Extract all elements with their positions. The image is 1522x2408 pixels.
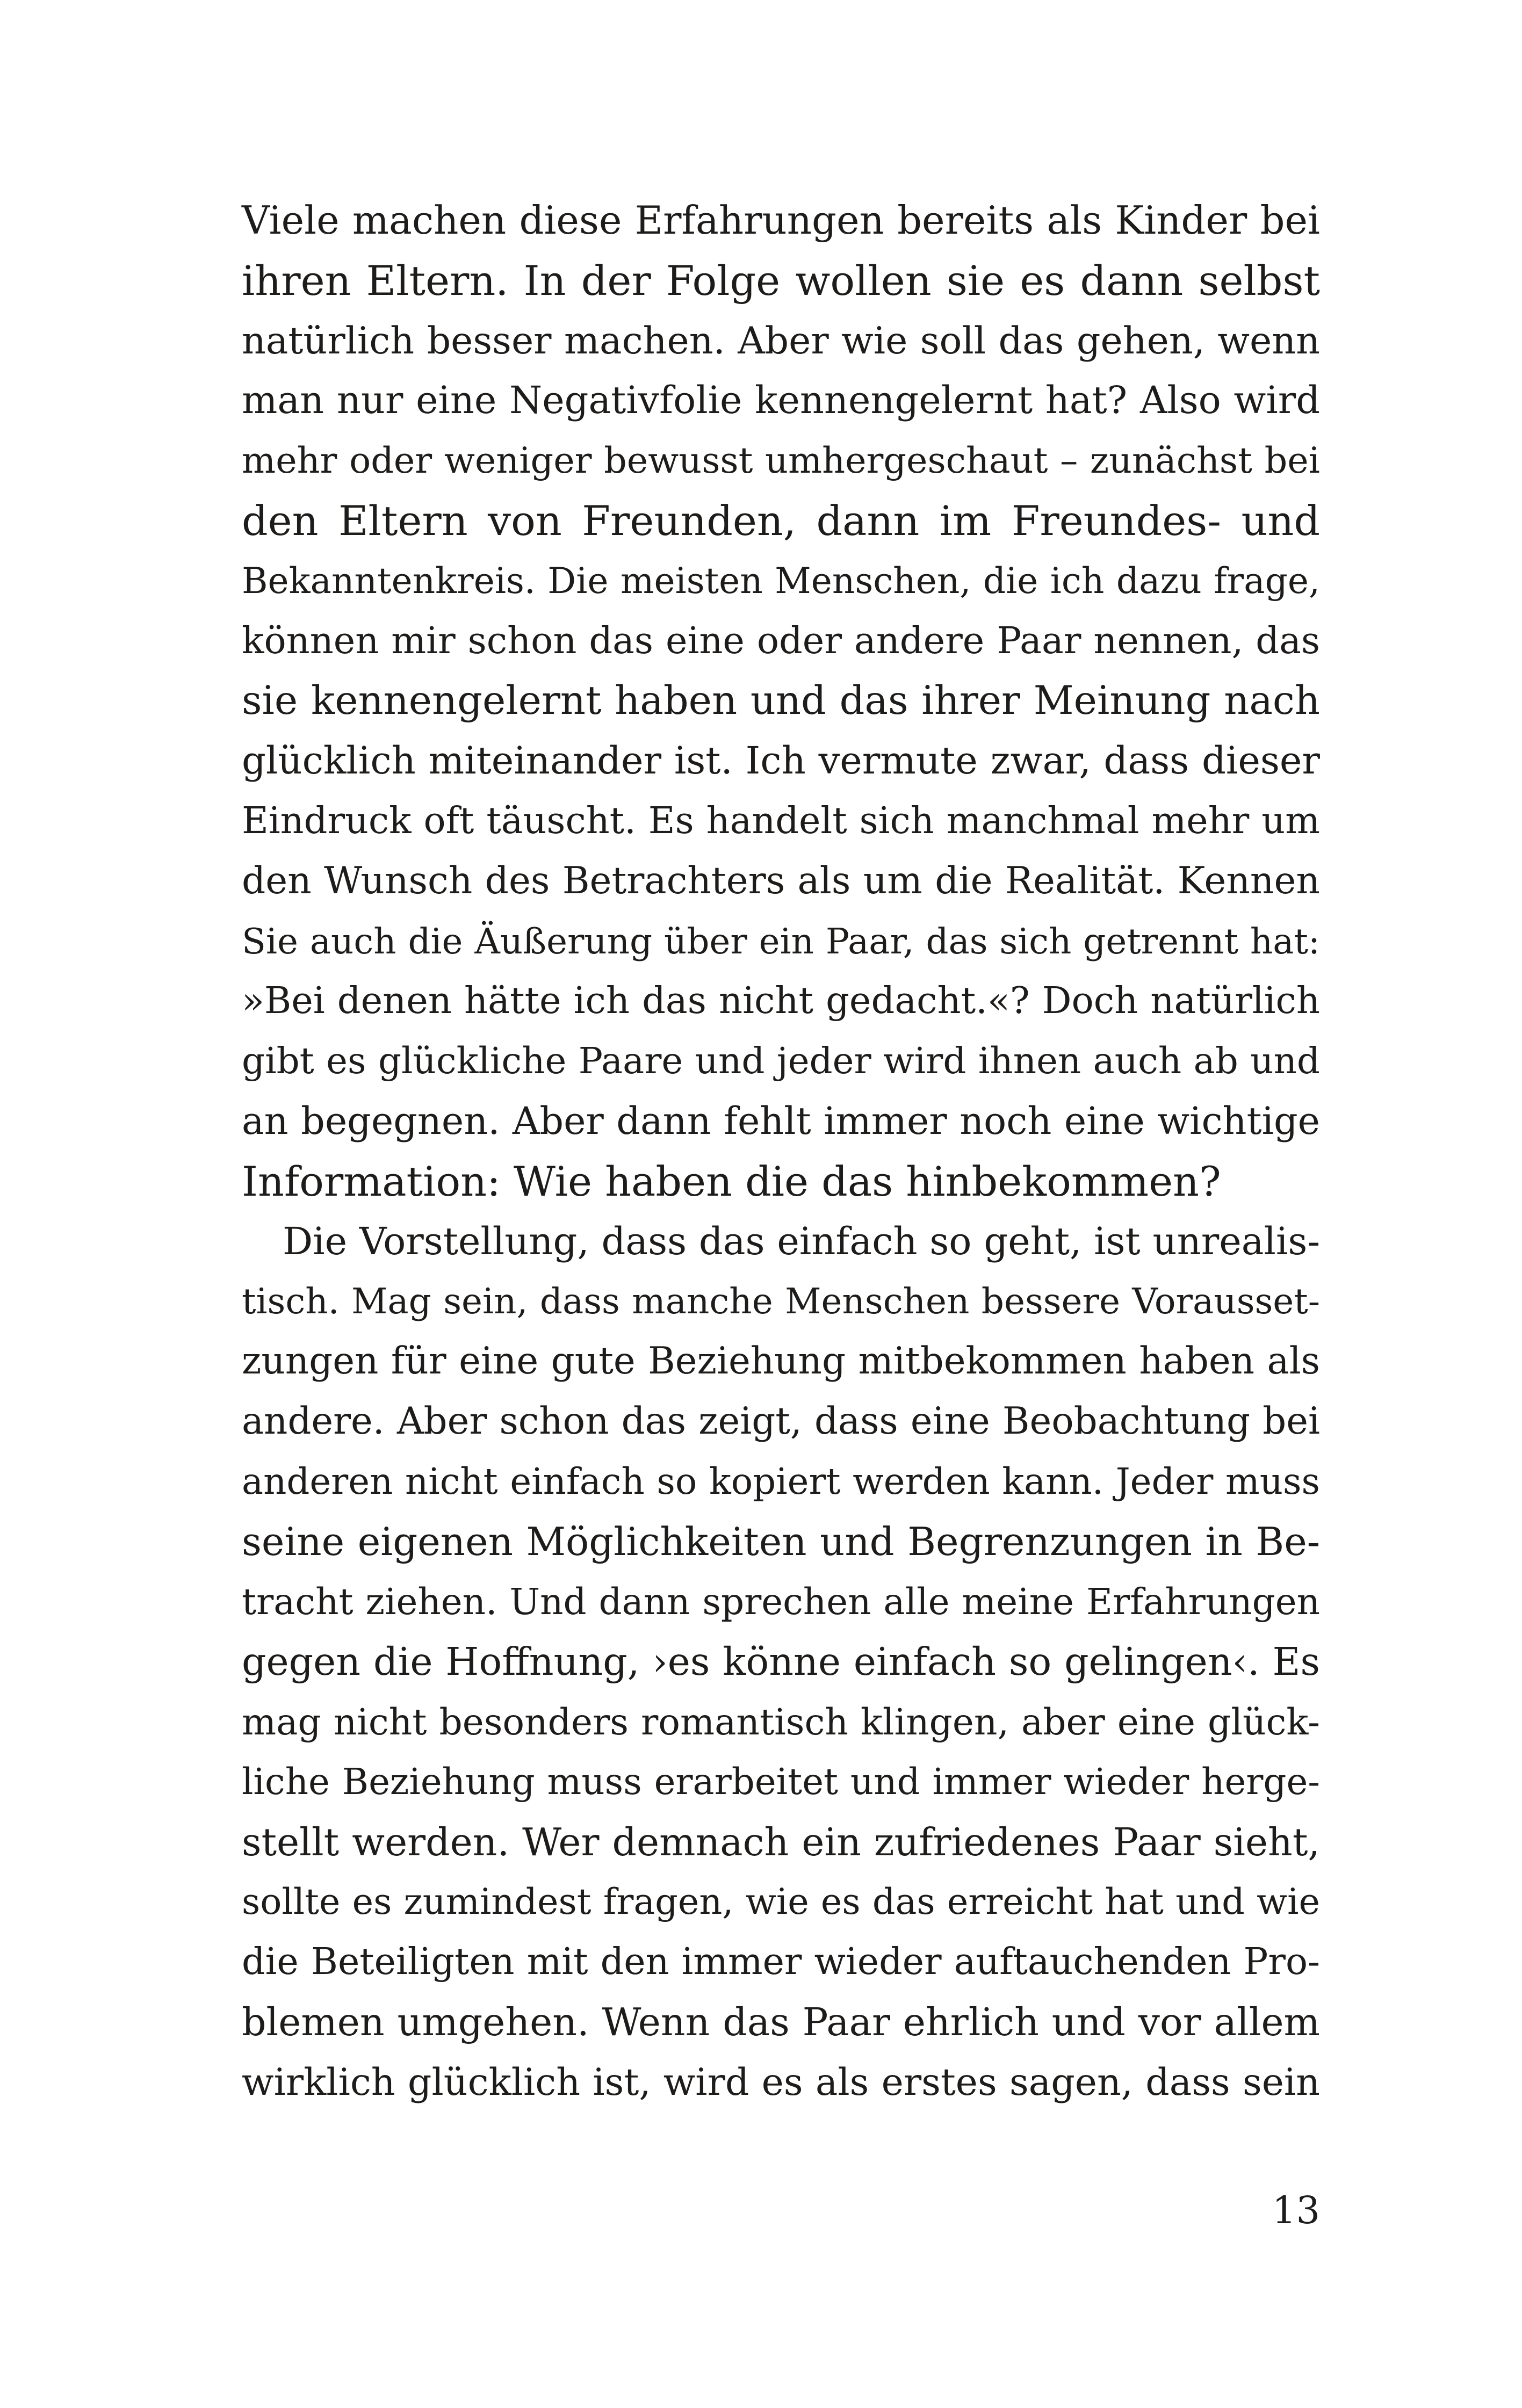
text-line: den Eltern von Freunden, dann im Freundes- und <box>242 496 1320 545</box>
text-line: »Bei denen hätte ich das nicht gedacht.«? Doch natürlich <box>242 979 1320 1023</box>
text-line: Die Vorstellung, dass das einfach so geht, ist unrealis- <box>283 1219 1320 1263</box>
text-line: glücklich miteinander ist. Ich vermute zwar, dass dieser <box>242 739 1320 783</box>
text-line: zungen für eine gute Beziehung mitbekommen haben als <box>242 1340 1320 1383</box>
text-line: tracht ziehen. Und dann sprechen alle meine Erfahrungen <box>242 1580 1320 1623</box>
text-line: an begegnen. Aber dann fehlt immer noch eine wichtige <box>242 1099 1320 1143</box>
text-line: können mir schon das eine oder andere Paar nennen, das <box>242 619 1320 662</box>
text-line: andere. Aber schon das zeigt, dass eine Beobachtung bei <box>242 1399 1320 1443</box>
text-line: sie kennengelernt haben und das ihrer Meinung nach <box>242 678 1320 724</box>
text-line: mehr oder weniger bewusst umhergeschaut – zunächst bei <box>242 439 1320 482</box>
text-line: liche Beziehung muss erarbeitet und immer wieder herge- <box>242 1760 1320 1803</box>
text-line: man nur eine Negativfolie kennengelernt hat? Also wird <box>242 378 1320 423</box>
text-line: Eindruck oft täuscht. Es handelt sich manchmal mehr um <box>242 799 1320 842</box>
text-line: anderen nicht einfach so kopiert werden kann. Jeder muss <box>242 1460 1320 1502</box>
text-line: Bekanntenkreis. Die meisten Menschen, die ich dazu frage, <box>242 560 1320 602</box>
text-line: sollte es zumindest fragen, wie es das erreicht hat und wie <box>242 1881 1320 1923</box>
paragraph <box>242 1212 1320 2113</box>
text-line: die Beteiligten mit den immer wieder auftauchenden Pro- <box>242 1941 1320 1984</box>
paragraph <box>242 191 1320 1212</box>
text-line: tisch. Mag sein, dass manche Menschen bessere Vorausset- <box>242 1281 1320 1322</box>
body-text <box>242 191 1320 2113</box>
text-line: gibt es glückliche Paare und jeder wird ihnen auch ab und <box>242 1040 1320 1082</box>
text-line: seine eigenen Möglichkeiten und Begrenzungen in Be- <box>242 1518 1320 1564</box>
text-line: mag nicht besonders romantisch klingen, aber eine glück- <box>242 1700 1320 1743</box>
text-line: Sie auch die Äußerung über ein Paar, das sich getrennt hat: <box>242 920 1320 962</box>
text-line: gegen die Hoffnung, ›es könne einfach so gelingen‹. Es <box>242 1639 1320 1684</box>
text-line: ihren Eltern. In der Folge wollen sie es dann selbst <box>242 256 1320 305</box>
page-number: 13 <box>1272 2188 1320 2232</box>
text-line: natürlich besser machen. Aber wie soll das gehen, wenn <box>242 319 1320 363</box>
text-line: den Wunsch des Betrachters als um die Realität. Kennen <box>242 859 1320 902</box>
text-line: wirklich glücklich ist, wird es als erstes sagen, dass sein <box>242 2060 1320 2104</box>
text-line: Information: Wie haben die das hinbekommen? <box>242 1157 1221 1205</box>
text-line: stellt werden. Wer demnach ein zufriedenes Paar sieht, <box>242 1819 1320 1864</box>
text-line: blemen umgehen. Wenn das Paar ehrlich und vor allem <box>242 1999 1320 2044</box>
text-line: Viele machen diese Erfahrungen bereits als Kinder bei <box>242 198 1320 243</box>
